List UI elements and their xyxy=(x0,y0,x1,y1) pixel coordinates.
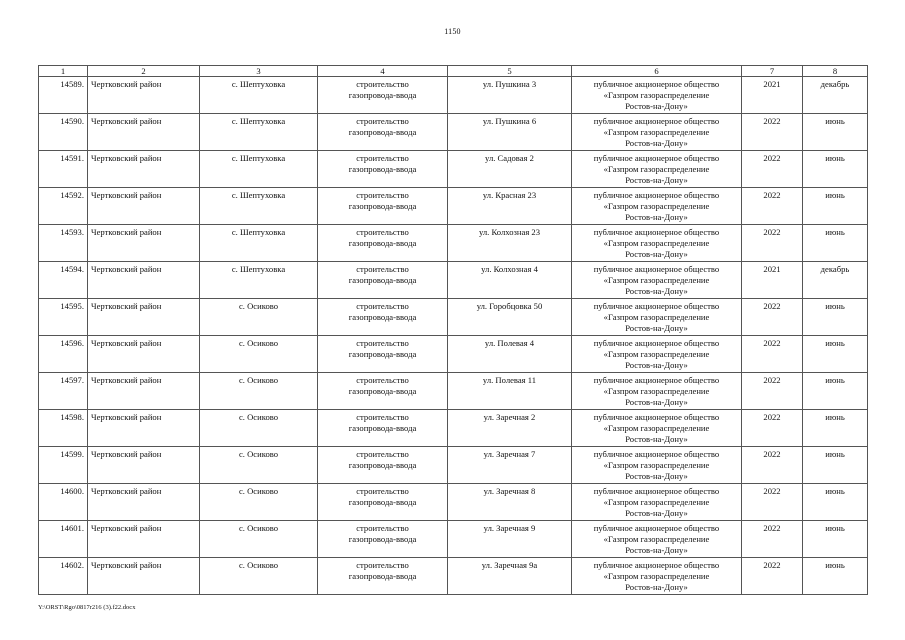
organization-cell-line: Ростов-на-Дону» xyxy=(625,471,688,482)
locality-cell: с. Шептуховка xyxy=(200,77,318,114)
work-type-cell-line: газопровода-ввода xyxy=(348,275,417,286)
locality-cell: с. Шептуховка xyxy=(200,262,318,299)
month-cell: июнь xyxy=(803,410,868,447)
organization-cell-line: «Газпром газораспределение xyxy=(603,90,710,101)
column-number: 4 xyxy=(318,66,448,77)
month-cell: июнь xyxy=(803,484,868,521)
work-type-cell-line: газопровода-ввода xyxy=(348,423,417,434)
organization-cell xyxy=(572,77,742,114)
column-number: 7 xyxy=(742,66,803,77)
table-row xyxy=(39,558,868,595)
organization-cell xyxy=(572,151,742,188)
year-cell: 2022 xyxy=(742,373,803,410)
organization-cell xyxy=(572,484,742,521)
organization-cell-line: публичное акционерное общество xyxy=(593,486,720,496)
work-type-cell xyxy=(318,262,448,299)
month-cell: июнь xyxy=(803,188,868,225)
organization-cell-line: «Газпром газораспределение xyxy=(603,386,710,397)
year-cell: 2022 xyxy=(742,484,803,521)
work-type-cell xyxy=(318,77,448,114)
year-cell: 2022 xyxy=(742,521,803,558)
work-type-cell-line: строительство xyxy=(356,449,409,459)
column-number: 2 xyxy=(88,66,200,77)
table-row xyxy=(39,225,868,262)
address-cell: ул. Красная 23 xyxy=(448,188,572,225)
organization-cell-line: «Газпром газораспределение xyxy=(603,127,710,138)
organization-cell-line: Ростов-на-Дону» xyxy=(625,360,688,371)
table-row xyxy=(39,336,868,373)
organization-cell-line: публичное акционерное общество xyxy=(593,301,720,311)
year-cell: 2022 xyxy=(742,151,803,188)
district-cell: Чертковский район xyxy=(88,558,200,595)
month-cell: декабрь xyxy=(803,77,868,114)
column-number: 3 xyxy=(200,66,318,77)
organization-cell-line: Ростов-на-Дону» xyxy=(625,101,688,112)
table-row xyxy=(39,484,868,521)
address-cell: ул. Заречная 2 xyxy=(448,410,572,447)
organization-cell-line: публичное акционерное общество xyxy=(593,449,720,459)
organization-cell-line: публичное акционерное общество xyxy=(593,79,720,89)
organization-cell-line: «Газпром газораспределение xyxy=(603,238,710,249)
district-cell: Чертковский район xyxy=(88,225,200,262)
work-type-cell xyxy=(318,484,448,521)
district-cell: Чертковский район xyxy=(88,114,200,151)
locality-cell: с. Осиково xyxy=(200,410,318,447)
organization-cell xyxy=(572,225,742,262)
work-type-cell-line: газопровода-ввода xyxy=(348,349,417,360)
table-row xyxy=(39,188,868,225)
work-type-cell-line: газопровода-ввода xyxy=(348,386,417,397)
address-cell: ул. Пушкина 3 xyxy=(448,77,572,114)
organization-cell xyxy=(572,336,742,373)
organization-cell xyxy=(572,521,742,558)
year-cell: 2022 xyxy=(742,410,803,447)
file-path-footer: Y:\ORST\Rgo\0817r216 (3).f22.docx xyxy=(38,604,136,611)
row-number: 14591. xyxy=(39,151,88,188)
work-type-cell-line: строительство xyxy=(356,264,409,274)
work-type-cell-line: газопровода-ввода xyxy=(348,164,417,175)
work-type-cell xyxy=(318,521,448,558)
address-cell: ул. Полевая 11 xyxy=(448,373,572,410)
organization-cell-line: «Газпром газораспределение xyxy=(603,534,710,545)
organization-cell xyxy=(572,188,742,225)
column-number: 8 xyxy=(803,66,868,77)
work-type-cell-line: газопровода-ввода xyxy=(348,534,417,545)
work-type-cell-line: газопровода-ввода xyxy=(348,497,417,508)
table-row xyxy=(39,447,868,484)
column-number: 1 xyxy=(39,66,88,77)
month-cell: июнь xyxy=(803,447,868,484)
month-cell: июнь xyxy=(803,336,868,373)
district-cell: Чертковский район xyxy=(88,447,200,484)
work-type-cell-line: газопровода-ввода xyxy=(348,460,417,471)
work-type-cell xyxy=(318,373,448,410)
page-number: 1150 xyxy=(444,27,461,36)
work-type-cell-line: строительство xyxy=(356,79,409,89)
organization-cell-line: «Газпром газораспределение xyxy=(603,275,710,286)
organization-cell-line: публичное акционерное общество xyxy=(593,523,720,533)
organization-cell-line: «Газпром газораспределение xyxy=(603,571,710,582)
work-type-cell-line: строительство xyxy=(356,560,409,570)
month-cell: июнь xyxy=(803,558,868,595)
table-row xyxy=(39,262,868,299)
row-number: 14601. xyxy=(39,521,88,558)
row-number: 14599. xyxy=(39,447,88,484)
month-cell: июнь xyxy=(803,373,868,410)
district-cell: Чертковский район xyxy=(88,151,200,188)
year-cell: 2022 xyxy=(742,225,803,262)
row-number: 14592. xyxy=(39,188,88,225)
organization-cell-line: Ростов-на-Дону» xyxy=(625,545,688,556)
table-row xyxy=(39,114,868,151)
year-cell: 2022 xyxy=(742,558,803,595)
work-type-cell xyxy=(318,225,448,262)
work-type-cell xyxy=(318,447,448,484)
work-type-cell-line: строительство xyxy=(356,227,409,237)
organization-cell-line: публичное акционерное общество xyxy=(593,227,720,237)
work-type-cell-line: строительство xyxy=(356,338,409,348)
address-cell: ул. Заречная 9 xyxy=(448,521,572,558)
work-type-cell-line: газопровода-ввода xyxy=(348,312,417,323)
organization-cell-line: Ростов-на-Дону» xyxy=(625,508,688,519)
row-number: 14596. xyxy=(39,336,88,373)
organization-cell xyxy=(572,262,742,299)
organization-cell-line: публичное акционерное общество xyxy=(593,153,720,163)
work-type-cell-line: строительство xyxy=(356,301,409,311)
organization-cell xyxy=(572,447,742,484)
row-number: 14602. xyxy=(39,558,88,595)
district-cell: Чертковский район xyxy=(88,336,200,373)
year-cell: 2022 xyxy=(742,447,803,484)
locality-cell: с. Осиково xyxy=(200,299,318,336)
row-number: 14590. xyxy=(39,114,88,151)
locality-cell: с. Осиково xyxy=(200,521,318,558)
address-cell: ул. Колхозная 4 xyxy=(448,262,572,299)
organization-cell-line: Ростов-на-Дону» xyxy=(625,175,688,186)
month-cell: декабрь xyxy=(803,262,868,299)
organization-cell-line: Ростов-на-Дону» xyxy=(625,138,688,149)
table-body xyxy=(39,77,868,595)
address-cell: ул. Садовая 2 xyxy=(448,151,572,188)
district-cell: Чертковский район xyxy=(88,484,200,521)
work-type-cell-line: строительство xyxy=(356,153,409,163)
organization-cell-line: публичное акционерное общество xyxy=(593,412,720,422)
work-type-cell-line: газопровода-ввода xyxy=(348,571,417,582)
work-type-cell-line: строительство xyxy=(356,375,409,385)
organization-cell-line: публичное акционерное общество xyxy=(593,560,720,570)
registry-table xyxy=(38,65,868,595)
organization-cell-line: «Газпром газораспределение xyxy=(603,312,710,323)
organization-cell-line: «Газпром газораспределение xyxy=(603,497,710,508)
table-row xyxy=(39,373,868,410)
locality-cell: с. Осиково xyxy=(200,484,318,521)
organization-cell xyxy=(572,558,742,595)
work-type-cell xyxy=(318,558,448,595)
district-cell: Чертковский район xyxy=(88,299,200,336)
address-cell: ул. Колхозная 23 xyxy=(448,225,572,262)
work-type-cell xyxy=(318,299,448,336)
work-type-cell xyxy=(318,410,448,447)
year-cell: 2022 xyxy=(742,114,803,151)
table-row xyxy=(39,521,868,558)
work-type-cell-line: строительство xyxy=(356,523,409,533)
address-cell: ул. Заречная 7 xyxy=(448,447,572,484)
month-cell: июнь xyxy=(803,299,868,336)
organization-cell-line: публичное акционерное общество xyxy=(593,338,720,348)
row-number: 14598. xyxy=(39,410,88,447)
month-cell: июнь xyxy=(803,114,868,151)
row-number: 14597. xyxy=(39,373,88,410)
organization-cell-line: Ростов-на-Дону» xyxy=(625,434,688,445)
row-number: 14595. xyxy=(39,299,88,336)
row-number: 14593. xyxy=(39,225,88,262)
month-cell: июнь xyxy=(803,151,868,188)
column-number-row xyxy=(39,66,868,77)
organization-cell-line: «Газпром газораспределение xyxy=(603,164,710,175)
work-type-cell-line: газопровода-ввода xyxy=(348,201,417,212)
work-type-cell-line: газопровода-ввода xyxy=(348,90,417,101)
row-number: 14600. xyxy=(39,484,88,521)
organization-cell-line: публичное акционерное общество xyxy=(593,116,720,126)
year-cell: 2022 xyxy=(742,299,803,336)
organization-cell-line: Ростов-на-Дону» xyxy=(625,397,688,408)
organization-cell xyxy=(572,114,742,151)
organization-cell-line: «Газпром газораспределение xyxy=(603,201,710,212)
year-cell: 2022 xyxy=(742,188,803,225)
year-cell: 2021 xyxy=(742,77,803,114)
address-cell: ул. Заречная 9а xyxy=(448,558,572,595)
district-cell: Чертковский район xyxy=(88,410,200,447)
organization-cell-line: «Газпром газораспределение xyxy=(603,349,710,360)
table-row xyxy=(39,299,868,336)
address-cell: ул. Заречная 8 xyxy=(448,484,572,521)
locality-cell: с. Осиково xyxy=(200,373,318,410)
work-type-cell-line: строительство xyxy=(356,486,409,496)
organization-cell-line: публичное акционерное общество xyxy=(593,190,720,200)
organization-cell-line: Ростов-на-Дону» xyxy=(625,286,688,297)
district-cell: Чертковский район xyxy=(88,77,200,114)
address-cell: ул. Пушкина 6 xyxy=(448,114,572,151)
locality-cell: с. Осиково xyxy=(200,447,318,484)
year-cell: 2022 xyxy=(742,336,803,373)
work-type-cell xyxy=(318,336,448,373)
column-number: 6 xyxy=(572,66,742,77)
locality-cell: с. Шептуховка xyxy=(200,225,318,262)
organization-cell-line: Ростов-на-Дону» xyxy=(625,323,688,334)
work-type-cell xyxy=(318,114,448,151)
table-row xyxy=(39,410,868,447)
column-number: 5 xyxy=(448,66,572,77)
row-number: 14589. xyxy=(39,77,88,114)
locality-cell: с. Осиково xyxy=(200,558,318,595)
table-row xyxy=(39,77,868,114)
organization-cell-line: Ростов-на-Дону» xyxy=(625,582,688,593)
work-type-cell-line: газопровода-ввода xyxy=(348,127,417,138)
organization-cell-line: публичное акционерное общество xyxy=(593,264,720,274)
organization-cell xyxy=(572,373,742,410)
district-cell: Чертковский район xyxy=(88,373,200,410)
organization-cell xyxy=(572,410,742,447)
locality-cell: с. Шептуховка xyxy=(200,114,318,151)
district-cell: Чертковский район xyxy=(88,521,200,558)
district-cell: Чертковский район xyxy=(88,262,200,299)
locality-cell: с. Осиково xyxy=(200,336,318,373)
month-cell: июнь xyxy=(803,225,868,262)
table-row xyxy=(39,151,868,188)
address-cell: ул. Полевая 4 xyxy=(448,336,572,373)
locality-cell: с. Шептуховка xyxy=(200,188,318,225)
work-type-cell-line: строительство xyxy=(356,116,409,126)
work-type-cell xyxy=(318,188,448,225)
organization-cell xyxy=(572,299,742,336)
organization-cell-line: публичное акционерное общество xyxy=(593,375,720,385)
organization-cell-line: «Газпром газораспределение xyxy=(603,423,710,434)
district-cell: Чертковский район xyxy=(88,188,200,225)
address-cell: ул. Горобцовка 50 xyxy=(448,299,572,336)
work-type-cell-line: газопровода-ввода xyxy=(348,238,417,249)
locality-cell: с. Шептуховка xyxy=(200,151,318,188)
work-type-cell-line: строительство xyxy=(356,412,409,422)
work-type-cell-line: строительство xyxy=(356,190,409,200)
row-number: 14594. xyxy=(39,262,88,299)
work-type-cell xyxy=(318,151,448,188)
month-cell: июнь xyxy=(803,521,868,558)
organization-cell-line: Ростов-на-Дону» xyxy=(625,212,688,223)
organization-cell-line: «Газпром газораспределение xyxy=(603,460,710,471)
organization-cell-line: Ростов-на-Дону» xyxy=(625,249,688,260)
year-cell: 2021 xyxy=(742,262,803,299)
